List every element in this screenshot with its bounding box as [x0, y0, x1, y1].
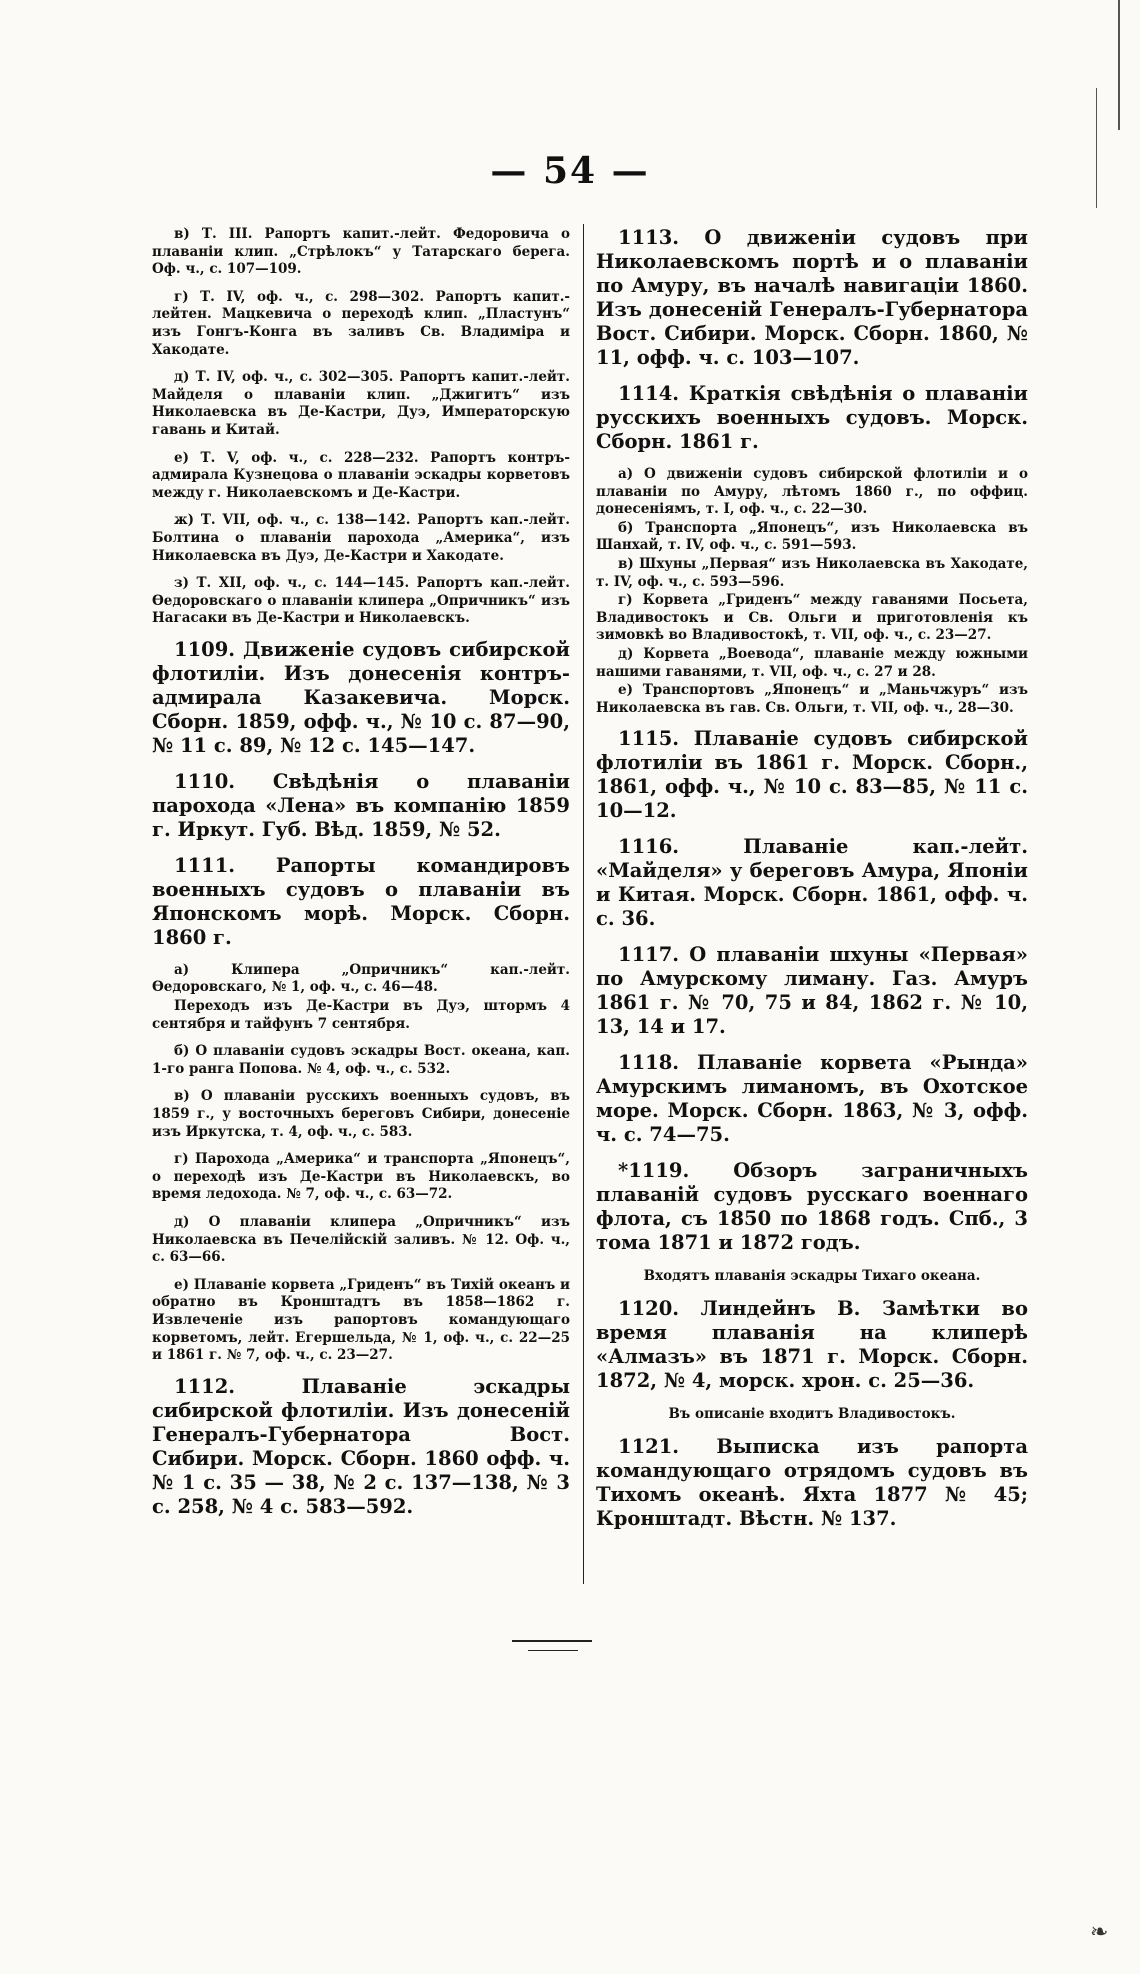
column-divider — [583, 224, 584, 1584]
sub-item: Переходъ изъ Де-Кастри въ Дуэ, штормъ 4 сентября и тайфунъ 7 сентября. — [152, 998, 570, 1032]
sub-item: е) Плаваніе корвета „Гриденъ“ въ Тихій океанъ и обратно въ Кронштадтъ въ 1858—1862 г. Извлеченіе изъ рапортовъ командующаго корветомъ, лейт. Егершельда, № 1, оф. ч., с. 22—25 и 1861 г. № 7, оф. ч., с. 23—27. — [152, 1276, 570, 1364]
entry-1118: 1118. Плаваніе корвета «Рында» Амурскимъ лиманомъ, въ Охотское море. Морск. Сборн. 1863, № 3, офф. ч. с. 74—75. — [596, 1051, 1028, 1147]
entry-1121: 1121. Выписка изъ рапорта командующаго отрядомъ судовъ въ Тихомъ океанѣ. Яхта 1877 № 45; Кронштадт. Вѣстн. № 137. — [596, 1435, 1028, 1531]
sub-item: е) Транспортовъ „Японецъ“ и „Маньчжуръ“ изъ Николаевска въ гав. Св. Ольги, т. VII, оф. ч., 28—30. — [596, 682, 1028, 716]
entry-1113: 1113. О движеніи судовъ при Николаевскомъ портѣ и о плаваніи по Амуру, въ началѣ навигаціи 1860. Изъ донесеній Генералъ-Губернатора Вост. Сибири. Морск. Сборн. 1860, № 11, офф. ч. с. 103—107. — [596, 226, 1028, 369]
sub-item: б) Транспорта „Японецъ“, изъ Николаевска въ Шанхай, т. IV, оф. ч., с. 591—593. — [596, 519, 1028, 554]
entry-1116: 1116. Плаваніе кап.-лейт. «Майделя» у береговъ Амура, Японіи и Китая. Морск. Сборн. 1861, офф. ч. с. 36. — [596, 835, 1028, 931]
entry-1109: 1109. Движеніе судовъ сибирской флотиліи. Изъ донесенія контръ-адмирала Казакевича. Морск. Сборн. 1859, офф. ч., № 10 с. 87—90, № 11 с. 89, № 12 с. 145—147. — [152, 637, 570, 757]
sub-item: в) Шхуны „Первая“ изъ Николаевска въ Хакодате, т. IV, оф. ч., с. 593—596. — [596, 555, 1028, 590]
footer-rule — [512, 1640, 592, 1642]
sub-item: г) Т. IV, оф. ч., с. 298—302. Рапортъ капит.-лейтен. Мацкевича о переходѣ клип. „Пластунъ“ изъ Гонгъ-Конга въ заливъ Св. Владиміра и Хакодате. — [152, 288, 570, 358]
sub-item: е) Т. V, оф. ч., с. 228—232. Рапортъ контръ-адмирала Кузнецова о плаваніи эскадры корветовъ между г. Николаевскомъ и Де-Кастри. — [152, 449, 570, 501]
page-edge-line — [1118, 0, 1120, 130]
entry-1114: 1114. Краткія свѣдѣнія о плаваніи русскихъ военныхъ судовъ. Морск. Сборн. 1861 г. — [596, 382, 1028, 453]
corner-mark-icon: ❧ — [1090, 1920, 1109, 1945]
footer-rule — [528, 1650, 578, 1651]
entry-1111: 1111. Рапорты командировъ военныхъ судовъ о плаваніи въ Японскомъ морѣ. Морск. Сборн. 1860 г. — [152, 853, 570, 949]
sub-item: з) Т. XII, оф. ч., с. 144—145. Рапортъ кап.-лейт. Ѳедоровскаго о плаваніи клипера „Опричникъ“ изъ Нагасаки въ Де-Кастри и Николаевскъ. — [152, 575, 570, 627]
sub-item: в) Т. III. Рапортъ капит.-лейт. Федоровича о плаваніи клип. „Стрѣлокъ“ у Татарскаго берега. Оф. ч., с. 107—109. — [152, 226, 570, 278]
right-column — [596, 226, 1028, 1543]
sub-item: г) Парохода „Америка“ и транспорта „Японецъ“, о переходѣ изъ Де-Кастри въ Николаевскъ, во время ледохода. № 7, оф. ч., с. 63—72. — [152, 1151, 570, 1203]
page-number: — 54 — — [490, 150, 650, 192]
sub-item: в) О плаваніи русскихъ военныхъ судовъ, въ 1859 г., у восточныхъ береговъ Сибири, донесеніе изъ Иркутска, т. 4, оф. ч., с. 583. — [152, 1088, 570, 1140]
entry-1117: 1117. О плаваніи шхуны «Первая» по Амурскому лиману. Газ. Амуръ 1861 г. № 70, 75 и 84, 1862 г. № 10, 13, 14 и 17. — [596, 943, 1028, 1039]
sub-item: д) Т. IV, оф. ч., с. 302—305. Рапортъ капит.-лейт. Майделя о плаваніи клип. „Джигитъ“ изъ Николаевска въ Де-Кастри, Дуэ, Императорскую гавань и Китай. — [152, 369, 570, 438]
sub-item: д) Корвета „Воевода“, плаваніе между южными нашими гаванями, т. VII, оф. ч., с. 27 и 28. — [596, 645, 1028, 680]
sub-item: а) О движеніи судовъ сибирской флотиліи и о плаваніи по Амуру, лѣтомъ 1860 г., по оффиц. донесеніямъ, т. I, оф. ч., с. 22—30. — [596, 466, 1028, 518]
entry-1120: 1120. Линдейнъ В. Замѣтки во время плаванія на клиперѣ «Алмазъ» въ 1871 г. Морск. Сборн. 1872, № 4, морск. хрон. с. 25—36. — [596, 1297, 1028, 1393]
entry-1110: 1110. Свѣдѣнія о плаваніи парохода «Лена» въ компанію 1859 г. Иркут. Губ. Вѣд. 1859, № 52. — [152, 769, 570, 841]
entry-note: Въ описаніе входитъ Владивостокъ. — [668, 1406, 956, 1423]
entry-1119: *1119. Обзоръ заграничныхъ плаваній судовъ русскаго военнаго флота, съ 1850 по 1868 годъ. Спб., 3 тома 1871 и 1872 годъ. — [596, 1159, 1028, 1255]
sub-item: д) О плаваніи клипера „Опричникъ“ изъ Николаевска въ Печелійскій заливъ. № 12. Оф. ч., с. 63—66. — [152, 1214, 570, 1266]
sub-item: г) Корвета „Гриденъ“ между гаванями Посьета, Владивостокъ и Св. Ольги и приготовленія къ зимовкѣ во Владивостокѣ, т. VII, оф. ч., с. 23—27. — [596, 592, 1028, 644]
left-column — [152, 226, 570, 1531]
entry-1115: 1115. Плаваніе судовъ сибирской флотиліи въ 1861 г. Морск. Сборн., 1861, офф. ч., № 10 с. 83—85, № 11 с. 10—12. — [596, 727, 1028, 823]
sub-item: ж) Т. VII, оф. ч., с. 138—142. Рапортъ кап.-лейт. Болтина о плаваніи парохода „Америка“, изъ Николаевска въ Дуэ, Де-Кастри и Хакодате. — [152, 512, 570, 564]
sub-item: б) О плаваніи судовъ эскадры Вост. океана, кап. 1-го ранга Попова. № 4, оф. ч., с. 532. — [152, 1043, 570, 1077]
sub-item: а) Клипера „Опричникъ“ кап.-лейт. Ѳедоровскаго, № 1, оф. ч., с. 46—48. — [152, 961, 570, 996]
entry-note: Входятъ плаванія эскадры Тихаго океана. — [643, 1268, 981, 1285]
entry-1112: 1112. Плаваніе эскадры сибирской флотиліи. Изъ донесеній Генералъ-Губернатора Вост. Сибири. Морск. Сборн. 1860 офф. ч. № 1 с. 35 — 38, № 2 с. 137—138, № 3 с. 258, № 4 с. 583—592. — [152, 1374, 570, 1518]
